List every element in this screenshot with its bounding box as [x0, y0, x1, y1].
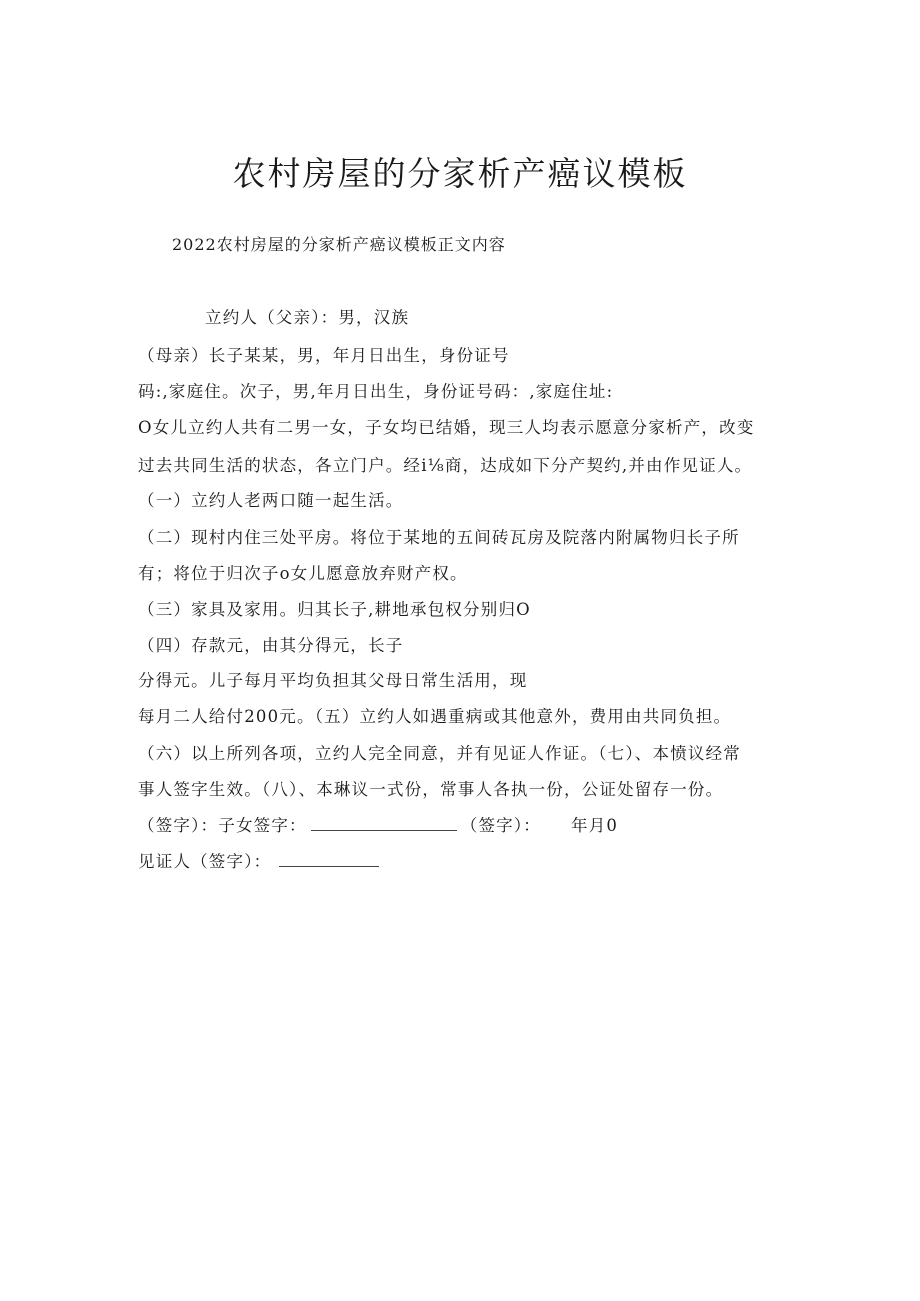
signature-label-second: （签字）：: [460, 816, 541, 835]
paragraph-line: （一）立约人老两口随一起生活。: [138, 491, 404, 510]
paragraph-line: 立约人（父亲）：男，汉族: [205, 308, 410, 327]
paragraph-line: 码:,家庭住。次子，男,年月日出生，身份证号码：,家庭住址:: [138, 382, 614, 401]
paragraph-line: （母亲）长子某某，男，年月日出生，身份证号: [138, 346, 510, 365]
paragraph-line: O女儿立约人共有二男一女，子女均已结婚，现三人均表示愿意分家析产，改变: [138, 418, 755, 437]
paragraph-line: （二）现村内住三处平房。将位于某地的五间砖瓦房及院落内附属物归长子所: [138, 528, 740, 547]
signature-blank-children: [311, 829, 457, 831]
paragraph-line: （六）以上所列各项，立约人完全同意，并有见证人作证。（七）、本愤议经常: [138, 744, 741, 763]
paragraph-line: （四）存款元，由其分得元，长子: [138, 636, 404, 655]
witness-label: 见证人（签字）：: [138, 852, 272, 871]
document-title: 农村房屋的分家析产癌议模板: [232, 154, 688, 193]
paragraph-line: （三）家具及家用。归其长子,耕地承包权分别归O: [138, 600, 531, 619]
signature-line: [138, 812, 618, 836]
paragraph-line: 有；将位于归次子o女儿愿意放弃财产权。: [138, 564, 468, 583]
signature-label-parents: （签字）：子女签字：: [138, 816, 307, 835]
paragraph-line: 过去共同生活的状态，各立门户。经i⅛商，达成如下分产契约,并由作见证人。: [138, 456, 753, 475]
paragraph-line: 事人签字生效。（八）、本琳议一式份，常事人各执一份，公证处留存一份。: [138, 780, 724, 799]
witness-blank: [279, 865, 379, 867]
paragraph-line: 每月二人给付200元。（五）立约人如遇重病或其他意外，费用由共同负担。: [138, 707, 732, 726]
witness-line: [138, 848, 383, 872]
paragraph-line: 分得元。儿子每月平均负担其父母日常生活用，现: [138, 671, 528, 690]
document-subtitle: 2022农村房屋的分家析产癌议模板正文内容: [172, 235, 506, 254]
signature-date: 年月0: [571, 816, 619, 835]
